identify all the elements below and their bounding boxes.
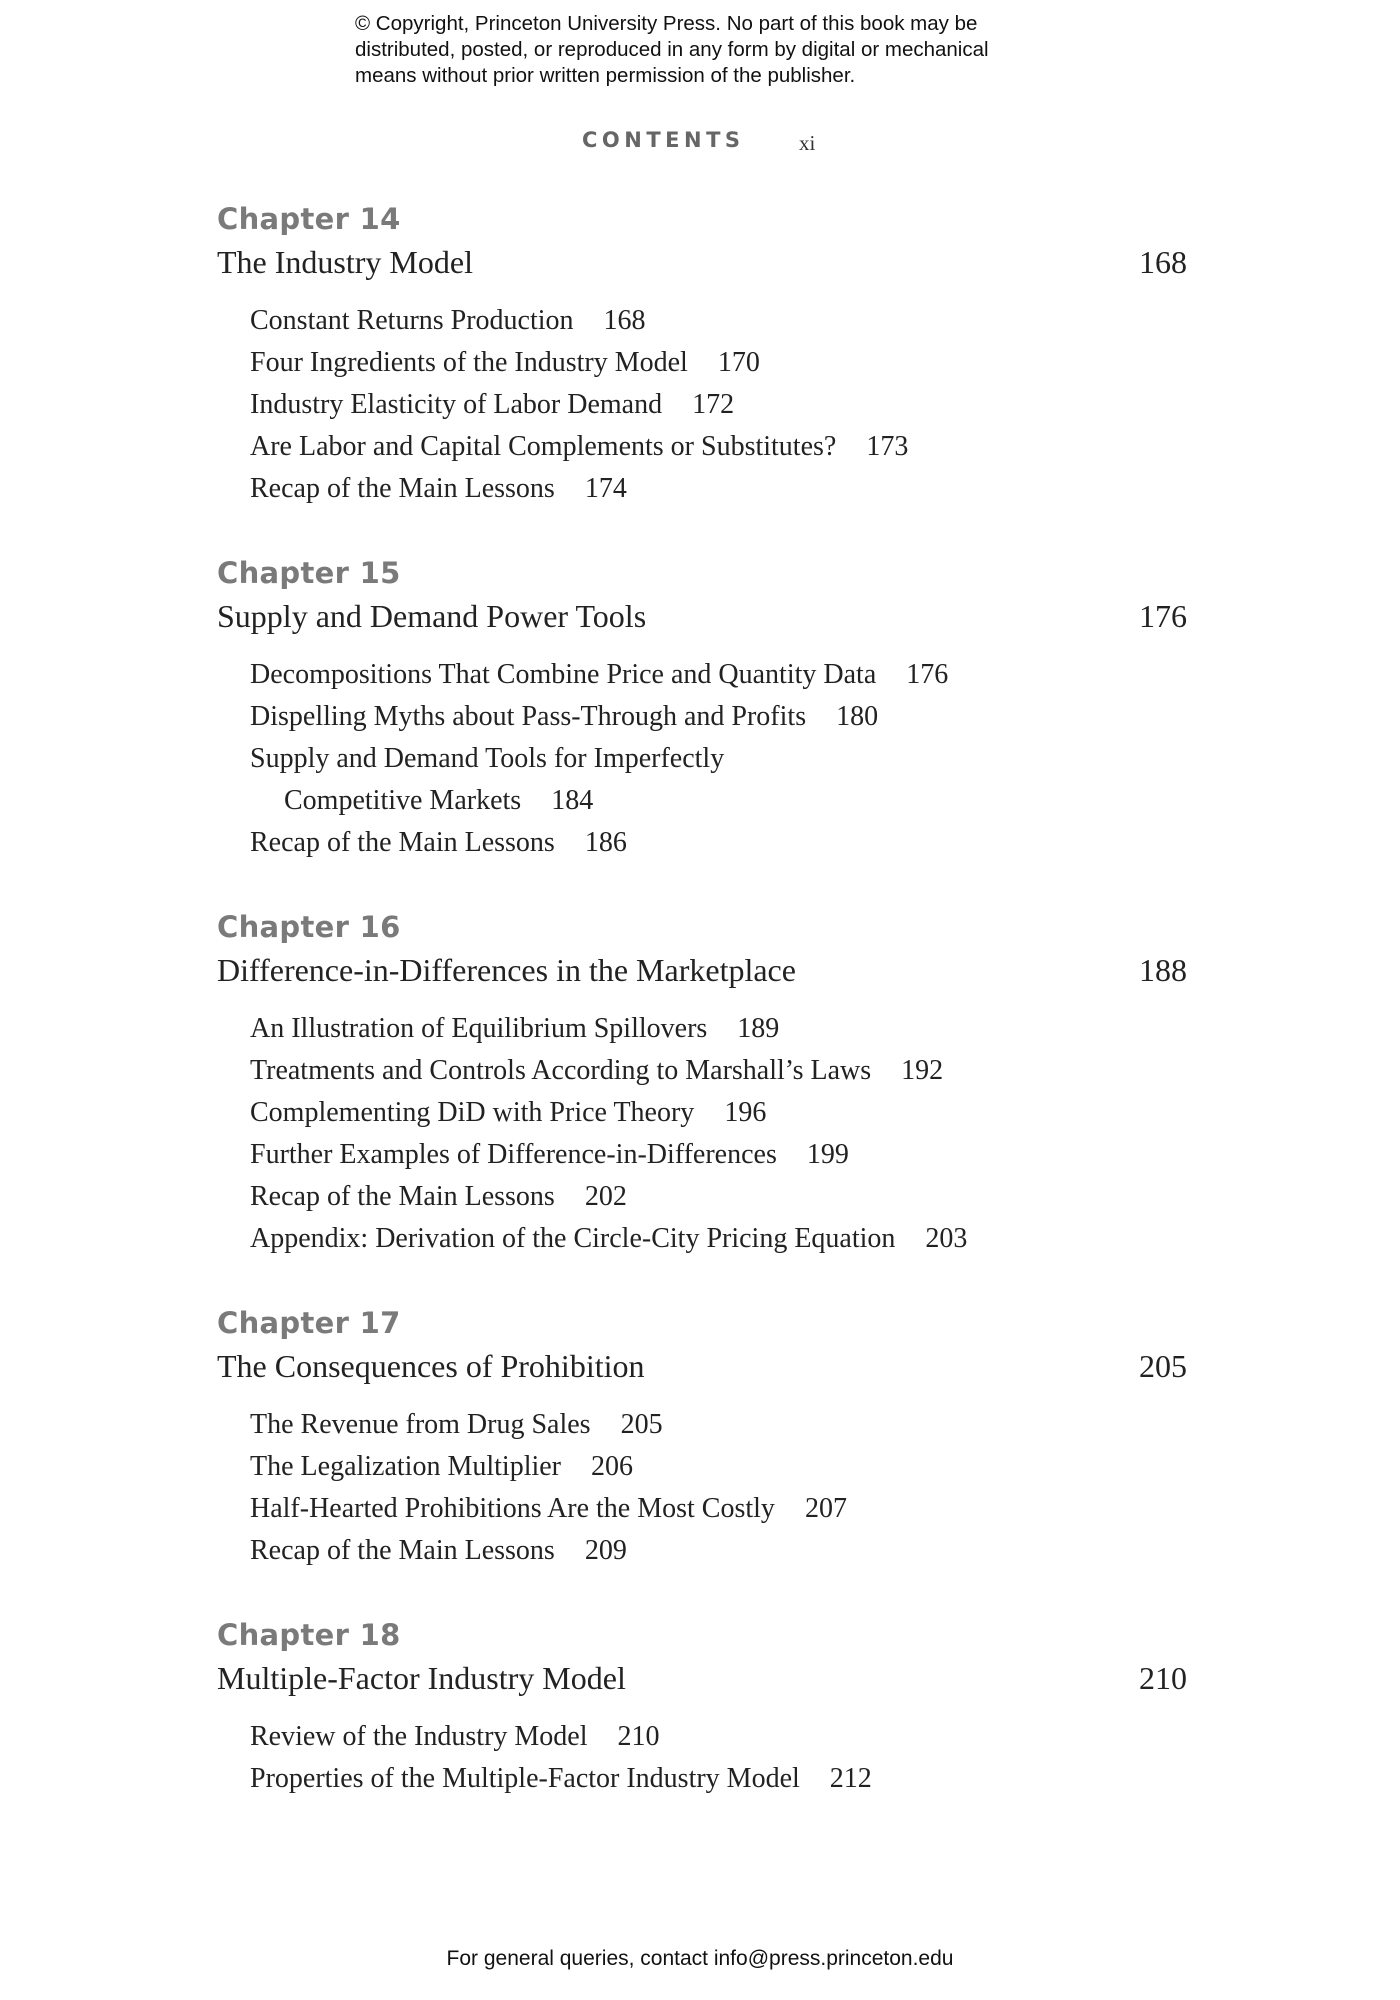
section-page-number: 172 bbox=[692, 389, 735, 420]
chapter-number: Chapter 18 bbox=[217, 1618, 401, 1652]
chapter-entry bbox=[217, 1304, 1187, 1572]
section-page-number: 189 bbox=[737, 1013, 780, 1044]
section-entry[interactable] bbox=[250, 1092, 1187, 1134]
section-title: Recap of the Main Lessons bbox=[250, 1181, 555, 1212]
section-page-number: 209 bbox=[584, 1535, 627, 1566]
section-list bbox=[217, 654, 1187, 864]
chapter-title-row[interactable] bbox=[217, 946, 1187, 994]
section-page-number: 170 bbox=[717, 347, 760, 378]
section-entry[interactable] bbox=[250, 1218, 1187, 1260]
section-page-number: 196 bbox=[724, 1097, 767, 1128]
copyright-notice bbox=[355, 11, 1075, 89]
section-title: Recap of the Main Lessons bbox=[250, 473, 555, 504]
section-entry[interactable] bbox=[250, 426, 1187, 468]
section-title-continuation: Competitive Markets bbox=[284, 785, 522, 816]
section-entry[interactable] bbox=[250, 1446, 1187, 1488]
section-page-number: 184 bbox=[551, 785, 594, 816]
section-title: Further Examples of Difference-in-Differences bbox=[250, 1139, 777, 1170]
section-entry[interactable] bbox=[250, 1716, 1187, 1758]
chapter-number: Chapter 15 bbox=[217, 556, 401, 590]
section-entry[interactable] bbox=[250, 822, 1187, 864]
section-list bbox=[217, 1716, 1187, 1800]
section-list bbox=[217, 1008, 1187, 1260]
section-entry[interactable] bbox=[250, 1530, 1187, 1572]
section-title: Supply and Demand Tools for Imperfectly bbox=[250, 743, 725, 774]
section-entry[interactable] bbox=[250, 300, 1187, 342]
copyright-line: distributed, posted, or reproduced in any form by digital or mechanical bbox=[355, 38, 989, 61]
section-title: Half-Hearted Prohibitions Are the Most Costly bbox=[250, 1493, 775, 1524]
chapter-entry bbox=[217, 1616, 1187, 1800]
section-title: Constant Returns Production bbox=[250, 305, 574, 336]
running-head-page-number: xi bbox=[799, 131, 816, 155]
section-page-number: 206 bbox=[591, 1451, 634, 1482]
chapter-number: Chapter 14 bbox=[217, 202, 401, 236]
section-page-number: 180 bbox=[836, 701, 879, 732]
running-head bbox=[0, 128, 1400, 158]
section-page-number: 212 bbox=[829, 1763, 872, 1794]
section-title: Complementing DiD with Price Theory bbox=[250, 1097, 695, 1128]
section-title: Decompositions That Combine Price and Quantity Data bbox=[250, 659, 877, 690]
section-entry[interactable] bbox=[250, 1758, 1187, 1800]
section-entry[interactable] bbox=[250, 468, 1187, 510]
section-page-number: 186 bbox=[584, 827, 627, 858]
section-title: Industry Elasticity of Labor Demand bbox=[250, 389, 663, 420]
chapter-number: Chapter 17 bbox=[217, 1306, 401, 1340]
copyright-line: means without prior written permission of the publisher. bbox=[355, 64, 856, 87]
chapter-number: Chapter 16 bbox=[217, 910, 401, 944]
section-title: Recap of the Main Lessons bbox=[250, 827, 555, 858]
section-title: The Legalization Multiplier bbox=[250, 1451, 562, 1482]
section-list bbox=[217, 300, 1187, 510]
section-page-number: 205 bbox=[620, 1409, 663, 1440]
section-page-number: 207 bbox=[804, 1493, 847, 1524]
section-entry[interactable] bbox=[250, 1134, 1187, 1176]
section-entry-continuation[interactable] bbox=[250, 780, 1187, 822]
section-title: Appendix: Derivation of the Circle-City Pricing Equation bbox=[250, 1223, 896, 1254]
section-title: Properties of the Multiple-Factor Industry Model bbox=[250, 1763, 800, 1794]
section-title: Are Labor and Capital Complements or Substitutes? bbox=[250, 431, 837, 462]
chapter-title-row[interactable] bbox=[217, 1654, 1187, 1702]
section-entry[interactable] bbox=[250, 342, 1187, 384]
section-page-number: 203 bbox=[925, 1223, 968, 1254]
section-title: Recap of the Main Lessons bbox=[250, 1535, 555, 1566]
section-title: Dispelling Myths about Pass-Through and Profits bbox=[250, 701, 807, 732]
chapter-entry bbox=[217, 908, 1187, 1260]
chapter-title-row[interactable] bbox=[217, 592, 1187, 640]
copyright-line: © Copyright, Princeton University Press. No part of this book may be bbox=[355, 12, 978, 35]
section-entry[interactable] bbox=[250, 1488, 1187, 1530]
section-title: Treatments and Controls According to Marshall’s Laws bbox=[250, 1055, 872, 1086]
chapter-page-number: 168 bbox=[1139, 244, 1187, 280]
chapter-page-number: 176 bbox=[1139, 598, 1187, 634]
chapter-title: The Industry Model bbox=[217, 244, 473, 280]
section-title: An Illustration of Equilibrium Spillovers bbox=[250, 1013, 708, 1044]
section-page-number: 168 bbox=[603, 305, 646, 336]
section-page-number: 210 bbox=[617, 1721, 660, 1752]
chapter-page-number: 210 bbox=[1139, 1660, 1187, 1696]
section-entry[interactable] bbox=[250, 1050, 1187, 1092]
chapter-title-row[interactable] bbox=[217, 1342, 1187, 1390]
section-title: The Revenue from Drug Sales bbox=[250, 1409, 591, 1440]
chapter-title-row[interactable] bbox=[217, 238, 1187, 286]
chapter-page-number: 188 bbox=[1139, 952, 1187, 988]
section-entry[interactable] bbox=[250, 738, 1187, 780]
chapter-title: The Consequences of Prohibition bbox=[217, 1348, 645, 1384]
section-page-number: 202 bbox=[584, 1181, 627, 1212]
chapter-entry bbox=[217, 200, 1187, 510]
section-page-number: 199 bbox=[806, 1139, 849, 1170]
chapter-title: Supply and Demand Power Tools bbox=[217, 598, 647, 634]
chapter-title: Difference-in-Differences in the Marketplace bbox=[217, 952, 796, 988]
footer-contact: For general queries, contact info@press.princeton.edu bbox=[446, 1947, 954, 1970]
section-page-number: 192 bbox=[901, 1055, 944, 1086]
section-list bbox=[217, 1404, 1187, 1572]
section-page-number: 173 bbox=[866, 431, 909, 462]
section-entry[interactable] bbox=[250, 654, 1187, 696]
section-title: Four Ingredients of the Industry Model bbox=[250, 347, 688, 378]
section-entry[interactable] bbox=[250, 1404, 1187, 1446]
section-page-number: 174 bbox=[584, 473, 627, 504]
section-title: Review of the Industry Model bbox=[250, 1721, 588, 1752]
chapter-page-number: 205 bbox=[1139, 1348, 1187, 1384]
chapter-title: Multiple-Factor Industry Model bbox=[217, 1660, 626, 1696]
running-head-title: CONTENTS bbox=[582, 128, 745, 152]
chapter-entry bbox=[217, 554, 1187, 864]
section-entry[interactable] bbox=[250, 1176, 1187, 1218]
section-entry[interactable] bbox=[250, 384, 1187, 426]
section-entry[interactable] bbox=[250, 696, 1187, 738]
section-page-number: 176 bbox=[906, 659, 949, 690]
section-entry[interactable] bbox=[250, 1008, 1187, 1050]
table-of-contents bbox=[217, 200, 1187, 1844]
